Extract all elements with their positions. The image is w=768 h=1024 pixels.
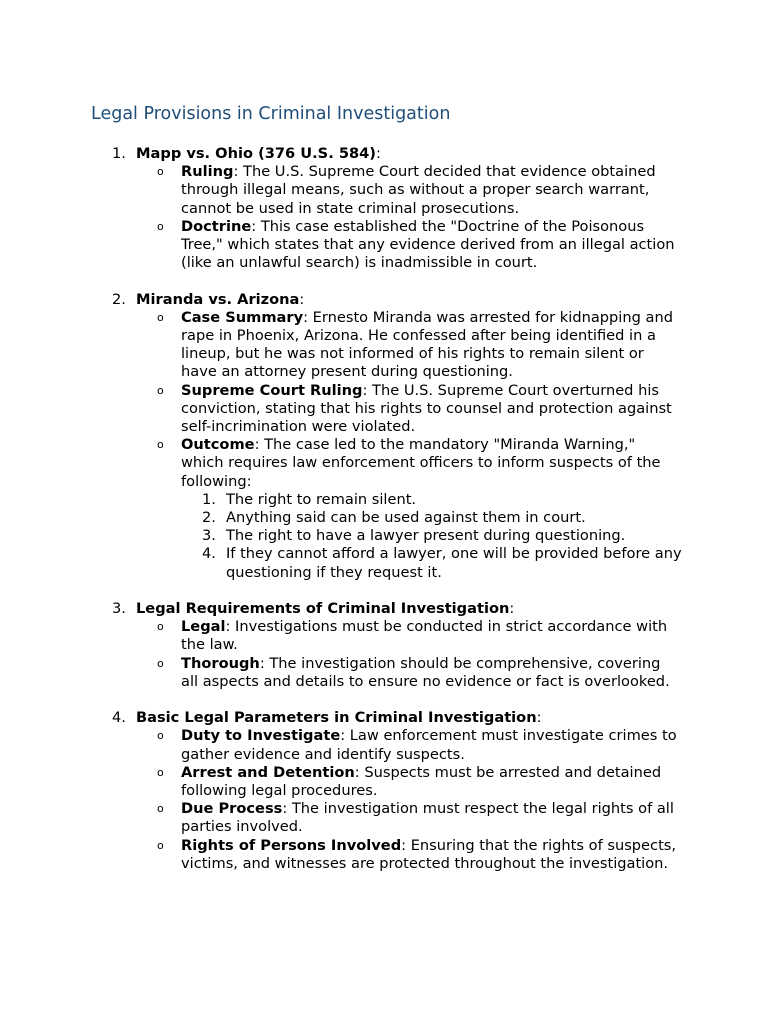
section-number: 3.	[112, 600, 126, 618]
list-item	[0, 545, 686, 581]
bullet-item	[0, 655, 677, 691]
bullet-term: Legal	[181, 618, 226, 636]
section	[0, 145, 768, 272]
list-item-text: The right to have a lawyer present during questioning.	[226, 527, 626, 545]
bullet-text: : Law enforcement must investigate crimes to gather evidence and identify suspects.	[181, 727, 677, 763]
bullet-list	[0, 727, 768, 873]
bullet-text: : The investigation must respect the legal rights of all parties involved.	[181, 800, 674, 836]
section-heading	[0, 291, 768, 309]
section-number: 1.	[112, 145, 126, 162]
section-title: Basic Legal Parameters in Criminal Investigation	[136, 709, 537, 727]
section-heading	[0, 145, 768, 163]
bullet-term: Rights of Persons Involved	[181, 836, 402, 854]
section-number: 4.	[112, 709, 126, 727]
list-item-number: 3.	[202, 527, 216, 545]
bullet-marker-icon: o	[157, 729, 164, 743]
section-heading	[0, 709, 768, 727]
bullet-marker-icon: o	[157, 656, 164, 670]
bullet-text: : The U.S. Supreme Court overturned his conviction, stating that his rights to counsel and protection against self-incrimination were violated.	[181, 381, 672, 436]
section-list	[0, 145, 768, 891]
bullet-term: Supreme Court Ruling	[181, 381, 363, 399]
bullet-term: Duty to Investigate	[181, 727, 341, 745]
bullet-list	[0, 309, 768, 491]
bullet-list	[0, 618, 768, 691]
bullet-item	[0, 436, 677, 491]
section-title: Miranda vs. Arizona	[136, 290, 300, 308]
bullet-text: : Ernesto Miranda was arrested for kidnapping and rape in Phoenix, Arizona. He confessed after being identified in a lineup, but he was not informed of his rights to remain silent or have an attorney present during questioning.	[181, 308, 673, 381]
section	[0, 291, 768, 582]
bullet-marker-icon: o	[157, 838, 164, 852]
list-item	[0, 509, 686, 527]
list-item-text: If they cannot afford a lawyer, one will be provided before any questioning if they request it.	[226, 545, 682, 581]
bullet-text: : The case led to the mandatory "Miranda Warning," which requires law enforcement officers to inform suspects of the following:	[181, 436, 661, 490]
bullet-term: Outcome	[181, 436, 255, 454]
bullet-marker-icon: o	[157, 620, 164, 634]
bullet-term: Ruling	[181, 163, 234, 181]
bullet-item	[0, 837, 677, 873]
section-title-colon: :	[299, 290, 305, 308]
bullet-marker-icon: o	[157, 765, 164, 779]
bullet-text: : The U.S. Supreme Court decided that evidence obtained through illegal means, such as without a proper search warrant, cannot be used in state criminal prosecutions.	[181, 163, 656, 217]
bullet-item	[0, 163, 677, 218]
section-title-colon: :	[375, 145, 381, 162]
section-number: 2.	[112, 290, 126, 308]
bullet-marker-icon: o	[157, 802, 164, 816]
bullet-text: : Ensuring that the rights of suspects, victims, and witnesses are protected throughout the investigation.	[181, 836, 677, 872]
bullet-marker-icon: o	[157, 438, 164, 452]
bullet-list	[0, 163, 768, 272]
bullet-text: : Suspects must be arrested and detained following legal procedures.	[181, 763, 662, 800]
bullet-text: : This case established the "Doctrine of the Poisonous Tree," which states that any evidence derived from an illegal action (like an unlawful search) is inadmissible in court.	[181, 217, 675, 272]
list-item	[0, 491, 686, 509]
list-item-number: 2.	[202, 509, 216, 527]
bullet-item	[0, 727, 677, 763]
list-item-text: Anything said can be used against them in court.	[226, 509, 586, 527]
bullet-marker-icon: o	[157, 165, 164, 179]
bullet-term: Case Summary	[181, 308, 304, 326]
document-title: Legal Provisions in Criminal Investigation	[91, 104, 451, 124]
bullet-item	[0, 800, 677, 836]
section-title: Mapp vs. Ohio (376 U.S. 584)	[136, 145, 376, 162]
list-item	[0, 527, 686, 545]
section	[0, 709, 768, 873]
bullet-term: Doctrine	[181, 217, 252, 235]
bullet-item	[0, 618, 677, 654]
bullet-marker-icon: o	[157, 219, 164, 233]
bullet-marker-icon: o	[157, 310, 164, 324]
miranda-rights-list	[0, 491, 768, 582]
bullet-marker-icon: o	[157, 383, 164, 397]
bullet-item	[0, 218, 677, 273]
section	[0, 600, 768, 691]
section-title: Legal Requirements of Criminal Investigation	[136, 600, 510, 618]
list-item-number: 4.	[202, 545, 216, 563]
list-item-number: 1.	[202, 490, 216, 508]
list-item-text: The right to remain silent.	[226, 490, 417, 508]
section-heading	[0, 600, 768, 618]
bullet-term: Due Process	[181, 800, 283, 818]
bullet-item	[0, 764, 677, 800]
section-title-colon: :	[536, 709, 542, 727]
bullet-term: Arrest and Detention	[181, 763, 355, 781]
bullet-term: Thorough	[181, 654, 260, 672]
bullet-text: : Investigations must be conducted in strict accordance with the law.	[181, 618, 668, 654]
bullet-text: : The investigation should be comprehensive, covering all aspects and details to ensure no evidence or fact is overlooked.	[181, 654, 670, 690]
bullet-item	[0, 382, 677, 437]
bullet-item	[0, 309, 677, 382]
section-title-colon: :	[509, 600, 515, 618]
